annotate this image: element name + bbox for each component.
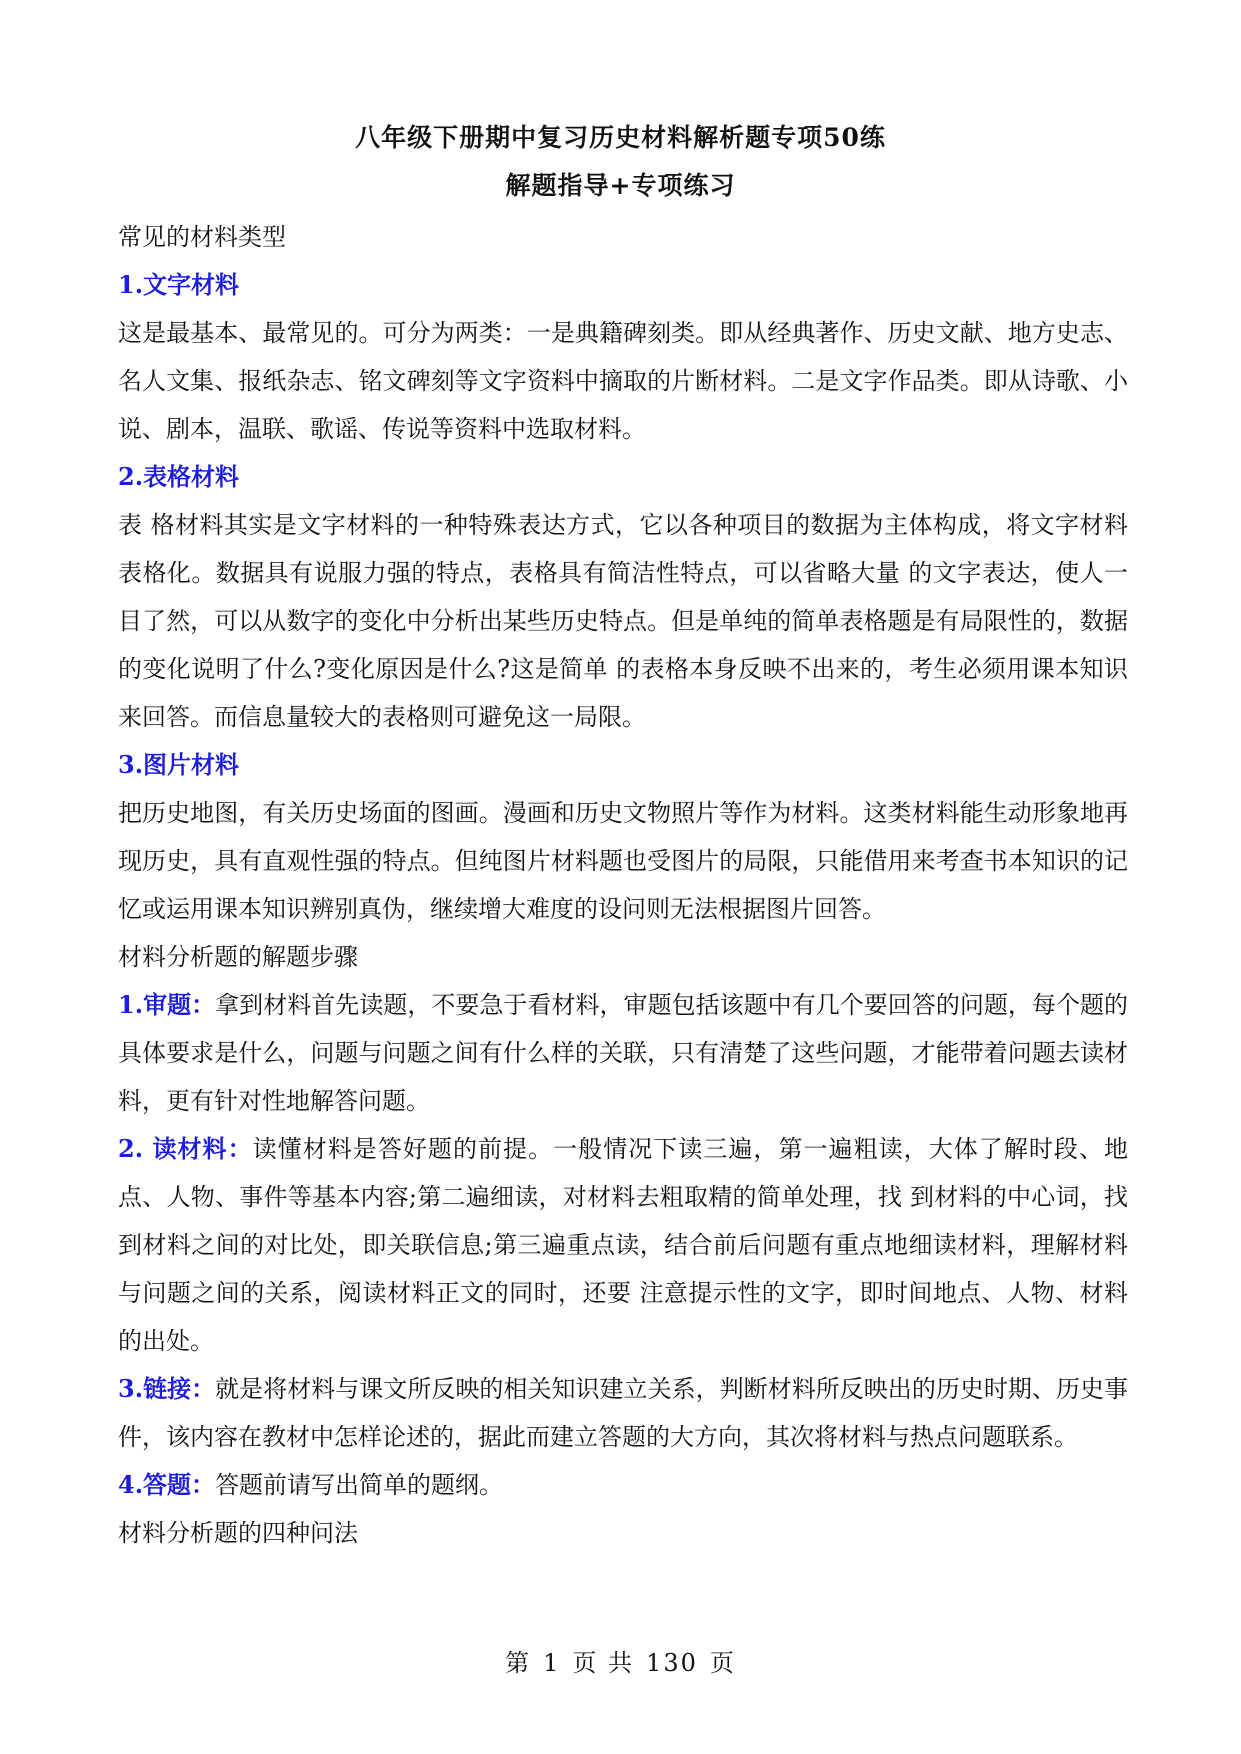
- footer-prefix: 第: [505, 1649, 532, 1677]
- page-footer: [0, 1643, 1241, 1678]
- step-label: 2. 读材料：: [118, 1134, 253, 1163]
- page-number: 1: [543, 1649, 561, 1677]
- step-text: 答题前请写出简单的题纲。: [215, 1471, 504, 1499]
- subheading-table-material: 2.表格材料: [118, 462, 240, 491]
- paragraph-table-material: 表 格材料其实是文字材料的一种特殊表达方式，它以各种项目的数据为主体构成，将文字材料表格化。数据具有说服力强的特点，表格具有简洁性特点，可以省略大量 的文字表达，使人一目了然，可以从数字的变化中分析出某些历史特点。但是单纯的简单表格题是有局限性的，数据的变化说明了什么?变化原因是什么?这是简单 的表格本身反映不出来的，考生必须用课本知识来回答。而信息量较大的表格则可避免这一局限。: [118, 511, 1128, 731]
- section-heading-methods: 材料分析题的四种问法: [118, 1519, 358, 1547]
- step-text: 就是将材料与课文所反映的相关知识建立关系，判断材料所反映出的历史时期、历史事件，该内容在教材中怎样论述的，据此而建立答题的大方向，其次将材料与热点问题联系。: [118, 1375, 1128, 1451]
- section-heading-steps: 材料分析题的解题步骤: [118, 943, 358, 971]
- step-label: 4.答题：: [118, 1470, 216, 1499]
- document-title: 八年级下册期中复习历史材料解析题专项50练: [355, 123, 886, 152]
- subheading-text-material: 1.文字材料: [118, 270, 240, 299]
- footer-mid: 页 共: [572, 1649, 635, 1677]
- page-total: 130: [646, 1649, 698, 1677]
- subheading-picture-material: 3.图片材料: [118, 750, 240, 779]
- step-label: 1.审题：: [118, 990, 216, 1019]
- step-text: 读懂材料是答好题的前提。一般情况下读三遍，第一遍粗读，大体了解时段、地点、人物、事件等基本内容;第二遍细读，对材料去粗取精的简单处理，找 到材料的中心词，找到材料之间的对比处，即关联信息;第三遍重点读，结合前后问题有重点地细读材料，理解材料与问题之间的关系，阅读材料正文的同时，还要 注意提示性的文字，即时间地点、人物、材料的出处。: [118, 1135, 1128, 1355]
- paragraph-picture-material: 把历史地图，有关历史场面的图画。漫画和历史文物照片等作为材料。这类材料能生动形象地再现历史，具有直观性强的特点。但纯图片材料题也受图片的局限，只能借用来考查书本知识的记忆或运用课本知识辨别真伪，继续增大难度的设问则无法根据图片回答。: [118, 799, 1128, 923]
- step-item: [118, 1125, 1128, 1365]
- document-subtitle: 解题指导+专项练习: [505, 171, 736, 200]
- step-label: 3.链接：: [118, 1374, 216, 1403]
- document-body: [118, 213, 1128, 1557]
- footer-suffix: 页: [709, 1649, 736, 1677]
- step-item: [118, 1461, 1128, 1509]
- step-item: [118, 981, 1128, 1125]
- section-heading-types: 常见的材料类型: [118, 223, 286, 251]
- step-item: [118, 1365, 1128, 1461]
- step-text: 拿到材料首先读题，不要急于看材料，审题包括该题中有几个要回答的问题，每个题的具体要求是什么，问题与问题之间有什么样的关联，只有清楚了这些问题，才能带着问题去读材料，更有针对性地解答问题。: [118, 991, 1128, 1115]
- paragraph-text-material: 这是最基本、最常见的。可分为两类：一是典籍碑刻类。即从经典著作、历史文献、地方史志、名人文集、报纸杂志、铭文碑刻等文字资料中摘取的片断材料。二是文字作品类。即从诗歌、小说、剧本，温联、歌谣、传说等资料中选取材料。: [118, 319, 1128, 443]
